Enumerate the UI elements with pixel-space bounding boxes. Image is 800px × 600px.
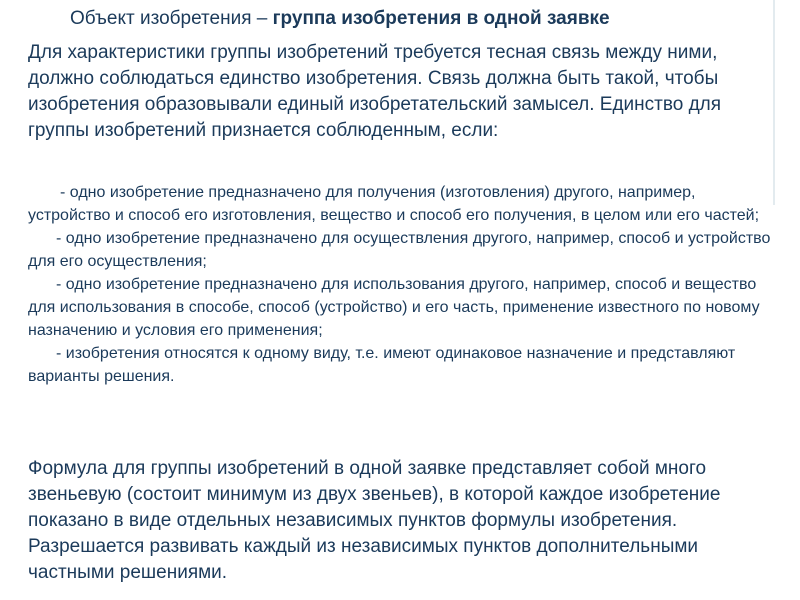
slide-title-prefix: Объект изобретения –	[70, 8, 273, 29]
condition-item: - одно изобретение предназначено для получения (изготовления) другого, например, устройство и способ его изготовления, вещество и способ его получения, в целом или его частей;	[28, 184, 760, 224]
intro-paragraph: Для характеристики группы изобретений требуется тесная связь между ними, должно соблюдаться единство изобретения. Связь должна быть такой, чтобы изобретения образовывали единый изобретательский замысел. Единство для группы изобретений признается соблюденным, если:	[28, 42, 722, 141]
condition-item: - одно изобретение предназначено для осуществления другого, например, способ и устройство для его осуществления;	[28, 230, 771, 270]
formula-paragraph: Формула для группы изобретений в одной заявке представляет собой много звеньевую (состоит минимум из двух звеньев), в которой каждое изобретение показано в виде отдельных независимых пунктов формулы изобретения. Разрешается развивать каждый из независимых пунктов дополнительными частными решениями.	[28, 458, 721, 583]
decorative-vertical-rule	[773, 0, 775, 205]
slide-title-emphasis: группа изобретения в одной заявке	[272, 8, 610, 29]
conditions-list	[28, 181, 773, 388]
condition-item: - одно изобретение предназначено для использования другого, например, способ и вещество для использования в способе, способ (устройство) и его часть, применение известного по новому назначению и условия его применения;	[28, 276, 760, 339]
condition-item: - изобретения относятся к одному виду, т.е. имеют одинаковое назначение и представляют варианты решения.	[28, 345, 736, 385]
slide-title	[70, 8, 770, 30]
